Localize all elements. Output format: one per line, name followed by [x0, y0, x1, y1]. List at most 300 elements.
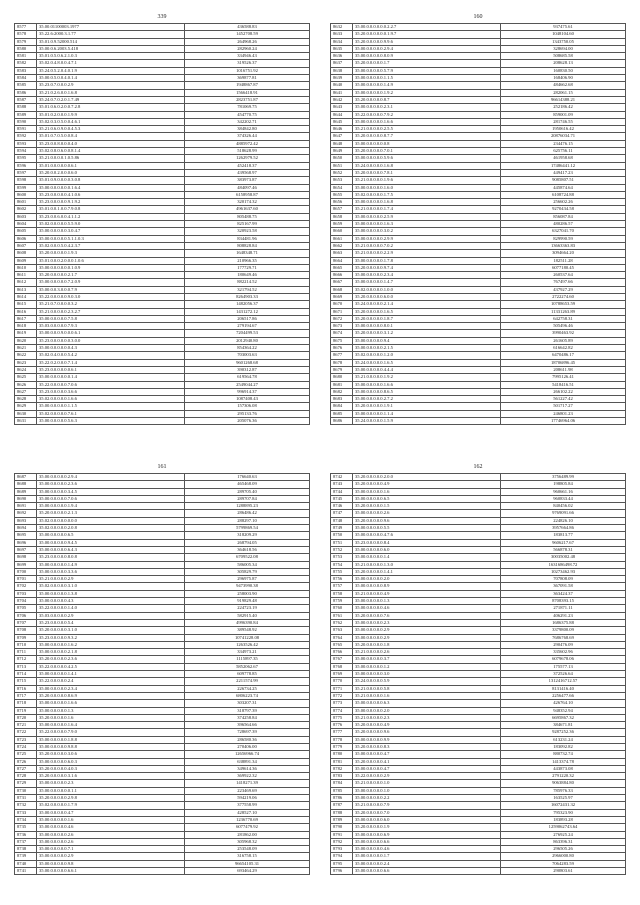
row-index: 8739: [15, 853, 37, 860]
row-code: 35.20.0.0.0.0.0.4.1: [353, 758, 501, 765]
row-amount: 198805.84: [501, 481, 626, 488]
row-code: 35.00.0.0.0.0.0.0.8: [353, 140, 501, 147]
row-index: 8601: [15, 199, 37, 206]
row-index: 8648: [331, 140, 353, 147]
row-amount: 296505.26: [501, 846, 626, 853]
row-amount: 256602.26: [501, 199, 626, 206]
row-amount: 561227.42: [501, 396, 626, 403]
table-row: [331, 627, 626, 634]
row-index: 8737: [15, 838, 37, 845]
table-row: [331, 118, 626, 125]
row-index: 8628: [15, 396, 37, 403]
table-row: [331, 517, 626, 524]
row-amount: 11331263.89: [501, 308, 626, 315]
table-row: [331, 140, 626, 147]
row-code: 35.00.0.0.0.0.0.7.2.0.9: [37, 279, 185, 286]
row-index: 8780: [331, 751, 353, 758]
row-amount: 182511.28: [501, 257, 626, 264]
row-code: 35.00.0.0.0.0.0.1.6.6: [353, 381, 501, 388]
table-row: [331, 700, 626, 707]
row-index: 8745: [331, 495, 353, 502]
row-code: 35.00.0.0.0.0.0.1.4.7: [353, 279, 501, 286]
table-row: [15, 155, 310, 162]
table-row: [331, 374, 626, 381]
row-index: 8735: [15, 824, 37, 831]
row-code: 35.22.0.0.0.0.0.2.9: [353, 773, 501, 780]
row-amount: 17746964.06: [501, 418, 626, 425]
row-index: 8680: [331, 374, 353, 381]
row-index: 8581: [15, 53, 37, 60]
row-index: 8614: [15, 293, 37, 300]
row-code: 35.00.0.0.0.0.0.6.5: [37, 532, 185, 539]
row-index: 8736: [15, 831, 37, 838]
table-row: [331, 751, 626, 758]
row-code: 35.21.0.0.0.0.0.7.9: [353, 802, 501, 809]
row-index: 8605: [15, 228, 37, 235]
row-index: 8667: [331, 279, 353, 286]
table-row: [15, 359, 310, 366]
row-amount: 183813.77: [501, 532, 626, 539]
row-index: 8789: [331, 816, 353, 823]
table-row: [331, 576, 626, 583]
row-amount: 30035002.48: [501, 554, 626, 561]
table-row: [15, 707, 310, 714]
table-row: [331, 809, 626, 816]
table-row: [15, 221, 310, 228]
row-code: 35.21.0.0.0.0.0.2.9: [37, 576, 185, 583]
row-index: 8743: [331, 481, 353, 488]
row-code: 35.20.0.0.0.0.0.3.1.0: [37, 627, 185, 634]
row-index: 8612: [15, 279, 37, 286]
data-table: [14, 473, 310, 875]
row-index: 8650: [331, 155, 353, 162]
table-row: [331, 481, 626, 488]
row-amount: 13663363.83: [501, 242, 626, 249]
row-code: 35.20.0.0.0.0.0.2.9.8: [37, 795, 185, 802]
row-index: 8586: [15, 89, 37, 96]
row-index: 8684: [331, 403, 353, 410]
row-code: 35.00.0.0.0.0.0.7.0.6: [37, 495, 185, 502]
row-index: 8721: [15, 722, 37, 729]
row-code: 35.00.0.0.0.0.0.8.9: [353, 583, 501, 590]
table-row: [331, 605, 626, 612]
row-amount: 177729.71: [185, 264, 310, 271]
row-code: 35.00.0.0.0.0.0.5.5: [353, 525, 501, 532]
row-code: 35.23.0.0.8.0.0.0.4.0: [37, 140, 185, 147]
row-code: 35.22.0.0.0.0.0.1.4.0: [37, 605, 185, 612]
table-row: [15, 773, 310, 780]
row-index: 8784: [331, 780, 353, 787]
row-index: 8717: [15, 692, 37, 699]
row-code: 35.22.0.0.0.0.0.2.4: [37, 678, 185, 685]
table-row: [331, 418, 626, 425]
row-index: 8620: [15, 337, 37, 344]
row-code: 35.00.0.0.0.0.0.6.6: [353, 838, 501, 845]
row-amount: 305829.79: [185, 568, 310, 575]
row-amount: 1288895.23: [185, 503, 310, 510]
table-row: [331, 554, 626, 561]
row-code: 35.00.0.0.0.0.0.2.9.4: [37, 474, 185, 481]
row-amount: 781069.75: [185, 104, 310, 111]
table-row: [331, 133, 626, 140]
table-row: [331, 75, 626, 82]
row-code: 35.22.0.0.0.0.0.4.2.5: [37, 663, 185, 670]
row-amount: 270406.00: [185, 743, 310, 750]
row-code: 35.00.0.0.0.0.0.2.0: [353, 576, 501, 583]
row-code: 35.21.0.0.0.0.0.4.9: [353, 590, 501, 597]
row-code: 35.00.0.0.0.0.0.4.7: [37, 809, 185, 816]
table-row: [331, 315, 626, 322]
row-amount: 320923.58: [185, 228, 310, 235]
row-code: 35.20.0.0.0.0.0.1.9.3: [37, 250, 185, 257]
row-amount: 377558.99: [185, 802, 310, 809]
row-code: 35.20.0.0.0.0.0.7.0: [353, 809, 501, 816]
row-amount: 5418416.51: [501, 381, 626, 388]
row-code: 35.21.0.0.0.0.0.1.0: [353, 780, 501, 787]
row-code: 35.00.0.0.0.0.0.2.3: [37, 780, 185, 787]
row-code: 35.03.0.0.0.0.0.7.9.3: [37, 323, 185, 330]
row-amount: 18706896.45: [501, 359, 626, 366]
table-row: [15, 242, 310, 249]
row-code: 35.01.0.6.0.2.0.0.7.2.8: [37, 104, 185, 111]
table-row: [15, 583, 310, 590]
row-index: 8624: [15, 366, 37, 373]
row-amount: 276925.24: [501, 831, 626, 838]
row-code: 35.21.0.6.0.9.0.0.4.5.3: [37, 126, 185, 133]
table-row: [331, 323, 626, 330]
row-index: 8738: [15, 846, 37, 853]
row-index: 8636: [331, 53, 353, 60]
table-row: [15, 736, 310, 743]
table-row: [15, 126, 310, 133]
row-index: 8722: [15, 729, 37, 736]
row-amount: 1566418.91: [185, 89, 310, 96]
row-code: 35.20.0.0.0.0.0.1.6: [37, 714, 185, 721]
row-amount: 1648348.71: [185, 250, 310, 257]
row-code: 35.00.0.0.0.0.0.1.4: [353, 554, 501, 561]
row-amount: 157306.08: [185, 403, 310, 410]
table-row: [331, 743, 626, 750]
table-row: [331, 495, 626, 502]
row-amount: 316758.15: [185, 853, 310, 860]
row-code: 35.01.0.0.0.2.0.0.0.1.0.6: [37, 257, 185, 264]
row-index: 8706: [15, 612, 37, 619]
table-row: [331, 279, 626, 286]
table-row: [331, 758, 626, 765]
row-amount: 246801.23: [501, 410, 626, 417]
row-index: 8591: [15, 126, 37, 133]
row-amount: 321794.52: [185, 286, 310, 293]
table-row: [15, 169, 310, 176]
row-index: 8747: [331, 510, 353, 517]
row-amount: 96654105.31: [185, 860, 310, 867]
table-row: [15, 481, 310, 488]
row-code: 35.20.0.0.0.0.0.1.6.5: [353, 308, 501, 315]
row-amount: 2823751.87: [185, 96, 310, 103]
row-index: 8583: [15, 67, 37, 74]
table-row: [15, 787, 310, 794]
table-row: [331, 846, 626, 853]
row-amount: 795323.90: [501, 809, 626, 816]
row-code: 35.20.0.0.2.0.0.0.6.0: [37, 169, 185, 176]
table-row: [15, 824, 310, 831]
row-index: 8700: [15, 568, 37, 575]
row-code: 35.02.0.0.0.0.0.1.7.9: [37, 802, 185, 809]
page-339: [14, 14, 310, 425]
row-code: 35.00.0.0.0.0.0.3.4.5: [37, 488, 185, 495]
row-code: 35.00.0.0.0.0.0.2.9.9: [353, 235, 501, 242]
row-code: 35.23.0.7.0.0.0.2.9: [37, 82, 185, 89]
row-amount: 4961637.60: [185, 206, 310, 213]
row-index: 8702: [15, 583, 37, 590]
row-index: 8627: [15, 388, 37, 395]
row-code: 35.00.0.0.0.0.0.2.1.8: [37, 649, 185, 656]
row-amount: 328694.00: [501, 45, 626, 52]
table-row: [331, 838, 626, 845]
row-amount: 6077479.92: [185, 824, 310, 831]
row-amount: 1115897.35: [185, 656, 310, 663]
row-code: 35.23.0.0.0.0.0.9.3.2: [37, 634, 185, 641]
table-row: [331, 634, 626, 641]
row-index: 8693: [15, 517, 37, 524]
row-index: 8694: [15, 525, 37, 532]
row-code: 35.01.0.9.0.0.0.0.3.0.8: [37, 177, 185, 184]
row-code: 35.23.0.0.0.0.0.0.6.1: [37, 366, 185, 373]
table-row: [331, 663, 626, 670]
row-amount: 1452708.59: [185, 31, 310, 38]
row-code: 35.22.6:2000.3.1.77: [37, 31, 185, 38]
row-index: 8643: [331, 104, 353, 111]
row-code: 35.00.0.6.2003.5.418: [37, 45, 185, 52]
row-code: 35.02.0.0.0.0.0.5.5.9.0: [37, 221, 185, 228]
row-index: 8688: [15, 481, 37, 488]
row-index: 8579: [15, 38, 37, 45]
row-amount: 465468.09: [185, 481, 310, 488]
row-code: 35.20.0.0.0.0.0.8.6.9: [37, 692, 185, 699]
table-row: [331, 410, 626, 417]
table-row: [15, 802, 310, 809]
table-row: [15, 330, 310, 337]
row-index: 8617: [15, 315, 37, 322]
table-row: [331, 678, 626, 685]
table-row: [331, 765, 626, 772]
row-amount: 234476.15: [501, 140, 626, 147]
row-amount: 3756489.99: [501, 474, 626, 481]
row-index: 8734: [15, 816, 37, 823]
row-amount: 282960.24: [185, 45, 310, 52]
row-code: 35.00.0.0.0.0.0.6.0: [353, 816, 501, 823]
table-row: [15, 532, 310, 539]
table-row: [331, 352, 626, 359]
row-code: 35.02.0.0.0.0.0.2.0.8: [37, 525, 185, 532]
row-index: 8761: [331, 612, 353, 619]
table-row: [331, 532, 626, 539]
row-code: 35.00.0.0.0.0.0.2.4: [353, 860, 501, 867]
table-row: [331, 272, 626, 279]
row-code: 35.00.0.0.0.0.0.1.8.8: [37, 736, 185, 743]
table-row: [331, 714, 626, 721]
row-amount: 7064283.59: [501, 860, 626, 867]
row-code: 35.23.0.0.0.0.0.8.4: [353, 539, 501, 546]
row-index: 8633: [331, 31, 353, 38]
row-code: 35.20.0.0.0.0.0.1.7: [353, 60, 501, 67]
row-index: 8709: [15, 634, 37, 641]
table-row: [15, 488, 310, 495]
row-index: 8790: [331, 824, 353, 831]
row-amount: 6108724.88: [501, 191, 626, 198]
row-code: 35.00.0.0.0.0.0.1.1.4: [353, 410, 501, 417]
row-amount: 443873.08: [501, 765, 626, 772]
table-row: [15, 561, 310, 568]
row-code: 35.24.0.0.0.0.0.1.6.5: [353, 359, 501, 366]
row-index: 8587: [15, 96, 37, 103]
row-amount: 9287252.36: [501, 729, 626, 736]
table-row: [15, 503, 310, 510]
row-amount: 834481.96: [185, 235, 310, 242]
table-row: [15, 868, 310, 875]
table-row: [331, 31, 626, 38]
row-code: 35.00.0.0.0.0.0.1.6.4: [37, 722, 185, 729]
row-index: 8584: [15, 75, 37, 82]
row-amount: 175577.13: [501, 663, 626, 670]
row-index: 8679: [331, 366, 353, 373]
row-index: 8758: [331, 590, 353, 597]
row-amount: 518628.99: [185, 148, 310, 155]
row-index: 8754: [331, 561, 353, 568]
table-row: [15, 403, 310, 410]
row-amount: 1259062743.64: [501, 824, 626, 831]
row-code: 35.00.0.0.0.0.0.6.0: [353, 546, 501, 553]
row-amount: 9769091.66: [501, 510, 626, 517]
row-amount: 10273462.93: [501, 568, 626, 575]
row-index: 8744: [331, 488, 353, 495]
table-row: [331, 148, 626, 155]
row-code: 35.00.0.0.0.0.0.1.6.6: [37, 700, 185, 707]
row-index: 8752: [331, 546, 353, 553]
row-code: 35.02.0.0.0.0.0.1.7.5: [353, 191, 501, 198]
table-row: [331, 707, 626, 714]
row-amount: 1418271.39: [185, 780, 310, 787]
row-amount: 642758.31: [501, 315, 626, 322]
row-amount: 880732.74: [501, 751, 626, 758]
row-index: 8676: [331, 345, 353, 352]
row-index: 8719: [15, 707, 37, 714]
table-row: [15, 649, 310, 656]
row-code: 35.00.0.0.0.0.0.3.0: [353, 671, 501, 678]
row-amount: 1312416712.57: [501, 678, 626, 685]
row-index: 8691: [15, 503, 37, 510]
table-row: [15, 24, 310, 31]
table-row: [331, 722, 626, 729]
row-code: 35.24.0.0.0.0.0.2.1.4: [353, 301, 501, 308]
row-index: 8660: [331, 228, 353, 235]
row-index: 8732: [15, 802, 37, 809]
table-row: [331, 191, 626, 198]
row-index: 8668: [331, 286, 353, 293]
row-index: 8762: [331, 619, 353, 626]
row-amount: 960833.44: [501, 495, 626, 502]
table-row: [15, 546, 310, 553]
row-amount: 2722274.60: [501, 293, 626, 300]
page-number: 162: [473, 464, 483, 470]
row-amount: 1482056.37: [185, 301, 310, 308]
table-row: [15, 82, 310, 89]
table-row: [15, 627, 310, 634]
row-index: 8729: [15, 780, 37, 787]
row-amount: 252186.42: [501, 104, 626, 111]
row-index: 8718: [15, 700, 37, 707]
row-amount: 9270434.58: [501, 206, 626, 213]
table-row: [331, 795, 626, 802]
row-code: 35.00.0.0.0.0.0.7.1: [37, 846, 185, 853]
row-index: 8779: [331, 743, 353, 750]
table-row: [15, 250, 310, 257]
page-number: 339: [157, 14, 167, 20]
row-amount: 582915.40: [185, 612, 310, 619]
row-amount: 226734.25: [185, 685, 310, 692]
table-row: [15, 619, 310, 626]
row-index: 8658: [331, 213, 353, 220]
row-index: 8577: [15, 24, 37, 31]
row-code: 35.01.0.2.0.0.0.1.9.9: [37, 111, 185, 118]
row-code: 35.22.0.2.0.0.0.7.1.4: [37, 359, 185, 366]
row-index: 8741: [15, 868, 37, 875]
table-row: [15, 111, 310, 118]
table-row: [15, 729, 310, 736]
row-index: 8703: [15, 590, 37, 597]
table-row: [331, 474, 626, 481]
table-row: [15, 213, 310, 220]
row-code: 35.00.0.0.0.0.0.2.5.9: [353, 213, 501, 220]
row-index: 8678: [331, 359, 353, 366]
row-code: 35.21.0.0.0.0.1.0.5.86: [37, 155, 185, 162]
row-amount: 3379800.09: [501, 627, 626, 634]
row-index: 8610: [15, 264, 37, 271]
row-code: 35.20.0.0.0.0.0.6.0.0: [353, 293, 501, 300]
row-amount: 4996390.84: [185, 619, 310, 626]
row-amount: 767497.66: [501, 279, 626, 286]
row-index: 8618: [15, 323, 37, 330]
row-index: 8681: [331, 381, 353, 388]
table-row: [15, 31, 310, 38]
row-index: 8630: [15, 410, 37, 417]
row-amount: 318209.29: [185, 532, 310, 539]
row-amount: 6327041.70: [501, 228, 626, 235]
row-code: 35.00.0.0.0.0.0.4.7: [353, 765, 501, 772]
row-code: 35.00.0.0.0.0.0.9.4: [353, 337, 501, 344]
row-index: 8613: [15, 286, 37, 293]
row-code: 35.00.0.0.0.0.0.3.3.6: [37, 568, 185, 575]
row-amount: 389548.92: [185, 627, 310, 634]
row-amount: 840456.02: [501, 503, 626, 510]
page-162: [330, 464, 626, 875]
row-amount: 363424.37: [501, 590, 626, 597]
row-index: 8685: [331, 410, 353, 417]
data-table: [14, 23, 310, 425]
row-index: 8651: [331, 162, 353, 169]
row-index: 8793: [331, 846, 353, 853]
row-amount: 9063884.80: [501, 780, 626, 787]
row-amount: 613231.24: [501, 736, 626, 743]
table-row: [15, 641, 310, 648]
row-index: 8626: [15, 381, 37, 388]
page-160: [330, 14, 626, 425]
row-amount: 1948867.87: [185, 82, 310, 89]
row-code: 35.21.0.0.0.0.0.2.5.5: [353, 126, 501, 133]
table-row: [331, 546, 626, 553]
row-code: 35.00.0.0.0.0.0.2.9.4: [353, 45, 501, 52]
row-amount: 4885972.42: [185, 140, 310, 147]
